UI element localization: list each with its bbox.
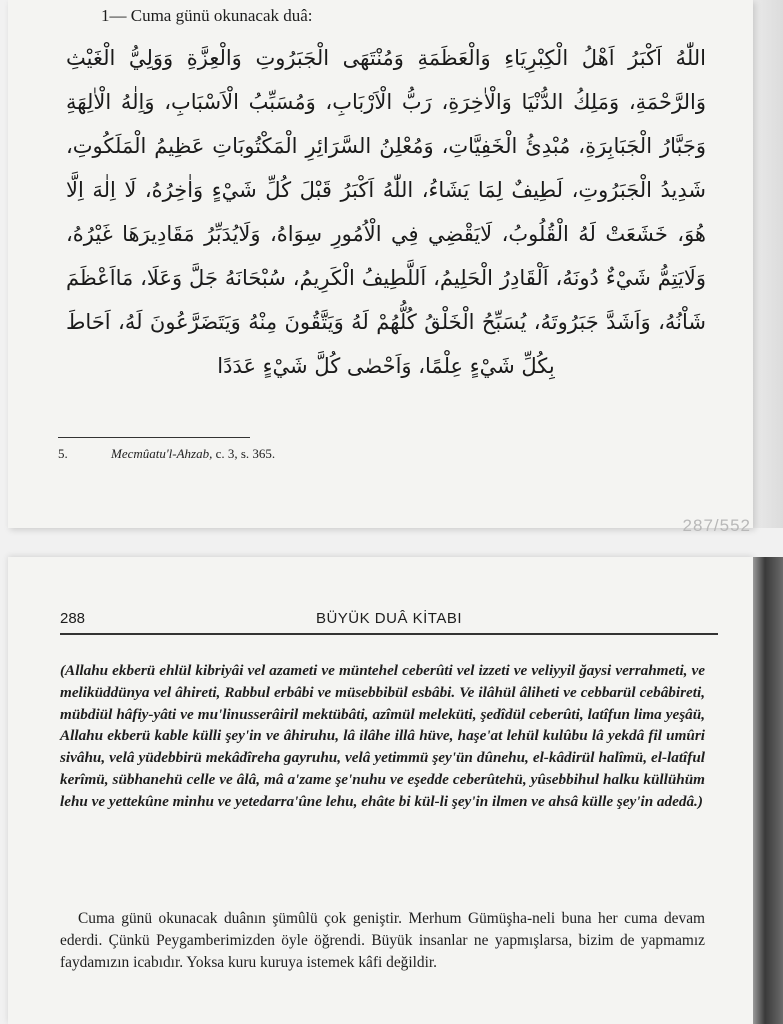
page-number: 288	[60, 610, 86, 627]
transliteration-paragraph: (Allahu ekberü ehlül kibriyâi vel azameti ve müntehel ceberûti vel izzeti ve veliyyil ğaysi verrahmeti, ve meliküddünya vel âhireti, Rabbul erbâbi ve müsebbibül esbâbi. Ve ilâhül âliheti ve cebbarül cebâbireti, mübdiül hâfiy-yâti ve mu'linusserâiril mektübâti, azîmül meleküti, şedîdül ceberûti, latîfun lima yeşâü, Allahu ekberü kable külli şey'in ve âhiruhu, lâ ilâhe illâ hüve, haşe'at lehül kulûbu lâ yekdâ fil umûri sivâhu, velâ yüdebbirü mekâdîreha gayruhu, velâ yetimmü şey'ün dûnehu, el-kâdirül halîmü, el-latîful kerîmü, sübhanehü celle ve âlâ, mâ a'zame şe'nuhu ve eşedde ceberûtehü, yûsebbihul halku küllühüm lehu ve yettekûne minhu ve yetedarra'ûne lehu, ehâte bi kül-li şey'in ilmen ve ahsâ külle şey'in adedâ.)	[60, 662, 705, 810]
header-rule	[60, 633, 718, 635]
page-edge-top	[753, 0, 783, 528]
arabic-prayer-text: اللّٰهُ اَكْبَرُ اَهْلُ الْكِبْرِيَاءِ وَالْعَظَمَةِ وَمُنْتَهَى الْجَبَرُوتِ وَالْعِزَّةِ وَوَلِيُّ الْغَيْثِ وَالرَّحْمَةِ، وَمَلِكُ الدُّنْيَا وَالْاٰخِرَةِ، رَبُّ الْاَرْبَابِ، وَمُسَبِّبُ الْاَسْبَابِ، وَاِلٰهُ الْاٰلِهَةِ وَجَبَّارُ الْجَبَابِرَةِ، مُبْدِئُ الْخَفِيَّاتِ، وَمُعْلِنُ السَّرَائِرِ الْمَكْتُوبَاتِ عَظِيمُ الْمَلَكُوتِ، شَدِيدُ الْجَبَرُوتِ، لَطِيفٌ لِمَا يَشَاءُ، اللّٰهُ اَكْبَرُ قَبْلَ كُلِّ شَيْءٍ وَاٰخِرُهُ، لَا اِلٰهَ اِلَّا هُوَ، خَشَعَتْ لَهُ الْقُلُوبُ، لَايَقْضِي فِي الْاُمُورِ سِوَاهُ، وَلَايُدَبِّرُ مَقَادِيرَهَا غَيْرُهُ، وَلَايَتِمُّ شَيْءٌ دُونَهُ، اَلْقَادِرُ الْحَلِيمُ، اَللَّطِيفُ الْكَرِيمُ، سُبْحَانَهُ جَلَّ وَعَلَا، مَااَعْظَمَ شَاْنُهُ، وَاَشَدَّ جَبَرُوتَهُ، يُسَبِّحُ الْخَلْقُ كُلُّهُمْ لَهُ وَيَتَّقُونَ مِنْهُ وَيَتَضَرَّعُونَ لَهُ، اَحَاطَ بِكُلِّ شَيْءٍ عِلْمًا، وَاَحْصٰى كُلَّ شَيْءٍ عَدَدًا	[66, 46, 706, 378]
footnote-source-ref: c. 3, s. 365.	[215, 446, 276, 461]
page-counter: 287/552	[682, 516, 751, 535]
running-title: BÜYÜK DUÂ KİTABI	[315, 610, 463, 627]
page-287	[8, 0, 753, 528]
commentary-paragraph: Cuma günü okunacak duânın şümûlü çok geniştir. Merhum Gümüşha-neli buna her cuma devam ederdi. Çünkü Peygamberimizden öyle öğrendi. Büyük insanlar ne yapmışlarsa, bizim de yapmamız faydamızın icabıdır. Yoksa kuru kuruya istemek kâfi değildir.	[60, 910, 705, 971]
footnote-number: 5.	[58, 446, 68, 461]
footnote-rule	[58, 437, 250, 438]
footnote-source-title: Mecmûatu'l-Ahzab,	[111, 446, 213, 461]
book-spine-shadow	[753, 557, 783, 1024]
footnote	[58, 446, 275, 462]
prayer-heading: 1— Cuma günü okunacak duâ:	[101, 6, 313, 25]
